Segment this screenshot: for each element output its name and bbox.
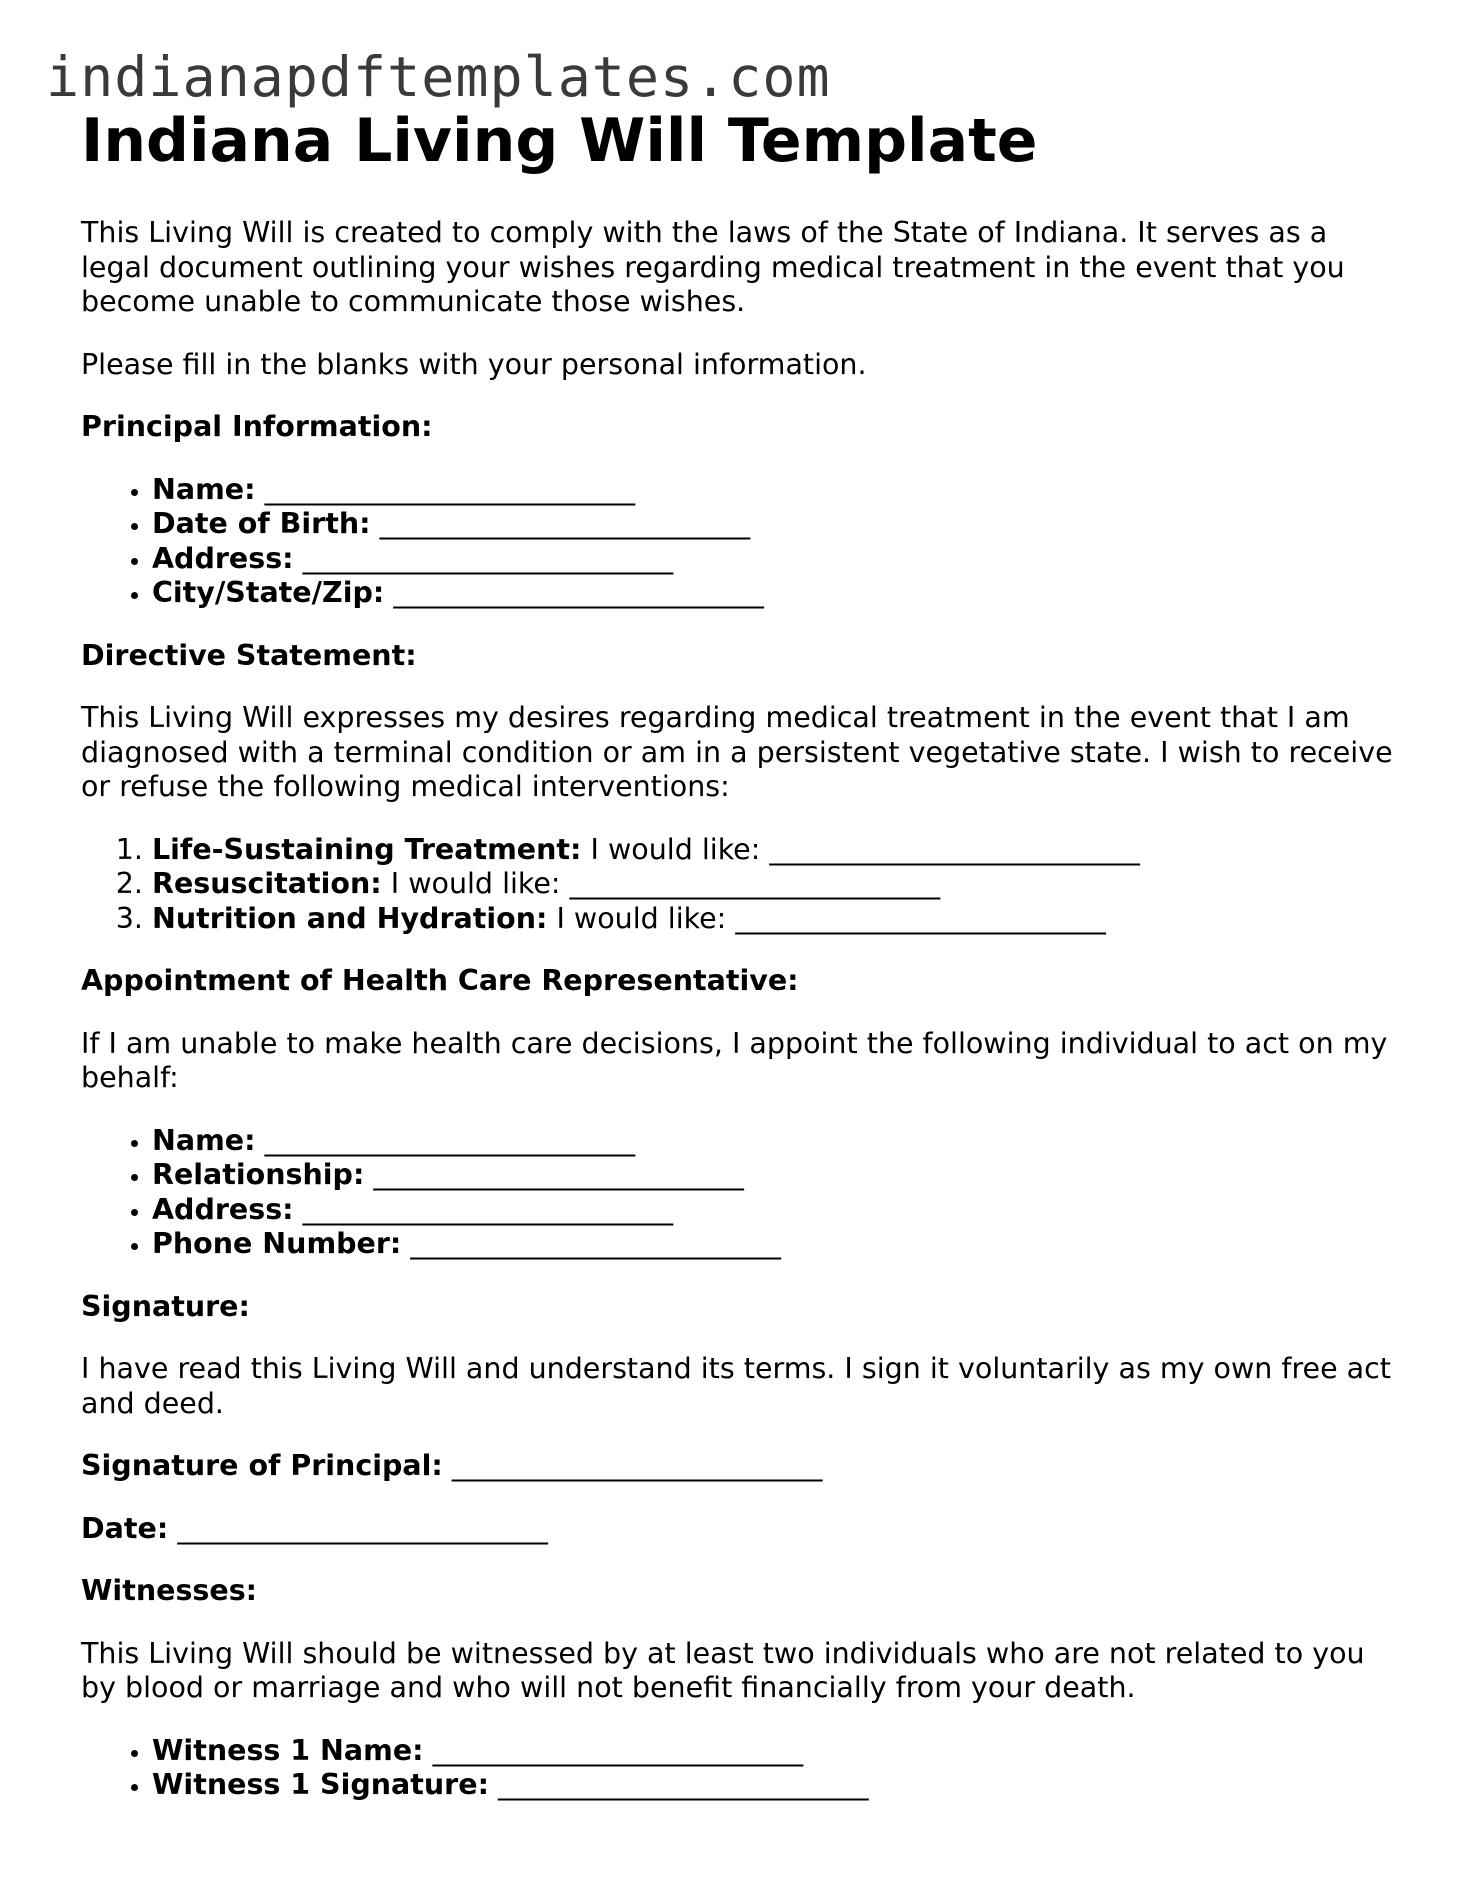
- signature-text: I have read this Living Will and understand its terms. I sign it voluntarily as my own free act and deed.: [81, 1352, 1391, 1420]
- principal-dob-blank[interactable]: __________________________: [379, 507, 751, 540]
- principal-address-field: • Address: __________________________: [152, 542, 1401, 577]
- nutrition-blank[interactable]: __________________________: [735, 901, 1106, 935]
- principal-fields-list: [81, 473, 1401, 611]
- witnesses-text: This Living Will should be witnessed by at least two individuals who are not related to you by blood or marriage and who will not benefit financially from your death.: [81, 1636, 1365, 1704]
- witness1-signature-blank[interactable]: __________________________: [498, 1768, 869, 1801]
- directive-text: This Living Will expresses my desires regarding medical treatment in the event that I am diagnosed with a terminal condition or am in a persistent vegetative state. I wish to receive or refuse the following medical interventions:: [81, 701, 1393, 803]
- directive-item-nutrition: 3. Nutrition and Hydration: I would like: __________________________: [152, 902, 1401, 937]
- intro-paragraph: This Living Will is created to comply with the laws of the State of Indiana. It serves as a legal document outlining your wishes regarding medical treatment in the event that you become unable to communicate those wishes.: [81, 216, 1345, 318]
- witness1-name-blank[interactable]: __________________________: [432, 1733, 804, 1767]
- directive-item-resuscitation: 2. Resuscitation: I would like: __________________________: [152, 867, 1401, 902]
- signature-heading: Signature:: [81, 1289, 250, 1323]
- representative-phone-blank[interactable]: __________________________: [410, 1227, 781, 1260]
- principal-heading: Principal Information:: [81, 410, 433, 443]
- site-watermark: indianapdftemplates.com: [46, 45, 831, 109]
- representative-name-field: • Name: __________________________: [152, 1124, 1401, 1159]
- date-line: Date: __________________________: [81, 1511, 548, 1545]
- instruction-text: Please fill in the blanks with your personal information.: [81, 347, 867, 381]
- representative-fields-list: [81, 1124, 1401, 1262]
- witness1-name-field: • Witness 1 Name: __________________________: [152, 1734, 1401, 1769]
- representative-address-blank[interactable]: __________________________: [302, 1192, 674, 1226]
- principal-signature-blank[interactable]: __________________________: [451, 1449, 823, 1482]
- witness-fields-list: [81, 1734, 1401, 1803]
- principal-signature-line: Signature of Principal: __________________________: [81, 1449, 823, 1482]
- representative-relationship-blank[interactable]: __________________________: [373, 1158, 744, 1191]
- document-body: [81, 98, 1401, 1803]
- representative-name-blank[interactable]: __________________________: [264, 1123, 636, 1157]
- principal-address-blank[interactable]: __________________________: [302, 541, 674, 575]
- representative-heading: Appointment of Health Care Representative:: [81, 964, 799, 997]
- witness1-signature-field: • Witness 1 Signature: __________________________: [152, 1768, 1401, 1803]
- directive-item-life-sustaining: 1. Life-Sustaining Treatment: I would like: __________________________: [152, 833, 1401, 868]
- principal-name-blank[interactable]: __________________________: [264, 472, 636, 506]
- resuscitation-blank[interactable]: __________________________: [569, 867, 941, 900]
- representative-phone-field: • Phone Number: __________________________: [152, 1227, 1401, 1262]
- witnesses-heading: Witnesses:: [81, 1574, 258, 1607]
- directive-items-list: [81, 833, 1401, 937]
- principal-city-blank[interactable]: __________________________: [393, 576, 764, 609]
- directive-heading: Directive Statement:: [81, 638, 417, 672]
- principal-city-field: • City/State/Zip: __________________________: [152, 576, 1401, 611]
- date-blank[interactable]: __________________________: [177, 1511, 548, 1545]
- representative-text: If I am unable to make health care decisions, I appoint the following individual to act on my behalf:: [81, 1026, 1388, 1094]
- principal-name-field: • Name: __________________________: [152, 473, 1401, 508]
- page-title: Indiana Living Will Template: [81, 106, 1038, 176]
- representative-relationship-field: • Relationship: __________________________: [152, 1158, 1401, 1193]
- representative-address-field: • Address: __________________________: [152, 1193, 1401, 1228]
- life-sustaining-blank[interactable]: __________________________: [769, 832, 1140, 866]
- principal-dob-field: • Date of Birth: __________________________: [152, 507, 1401, 542]
